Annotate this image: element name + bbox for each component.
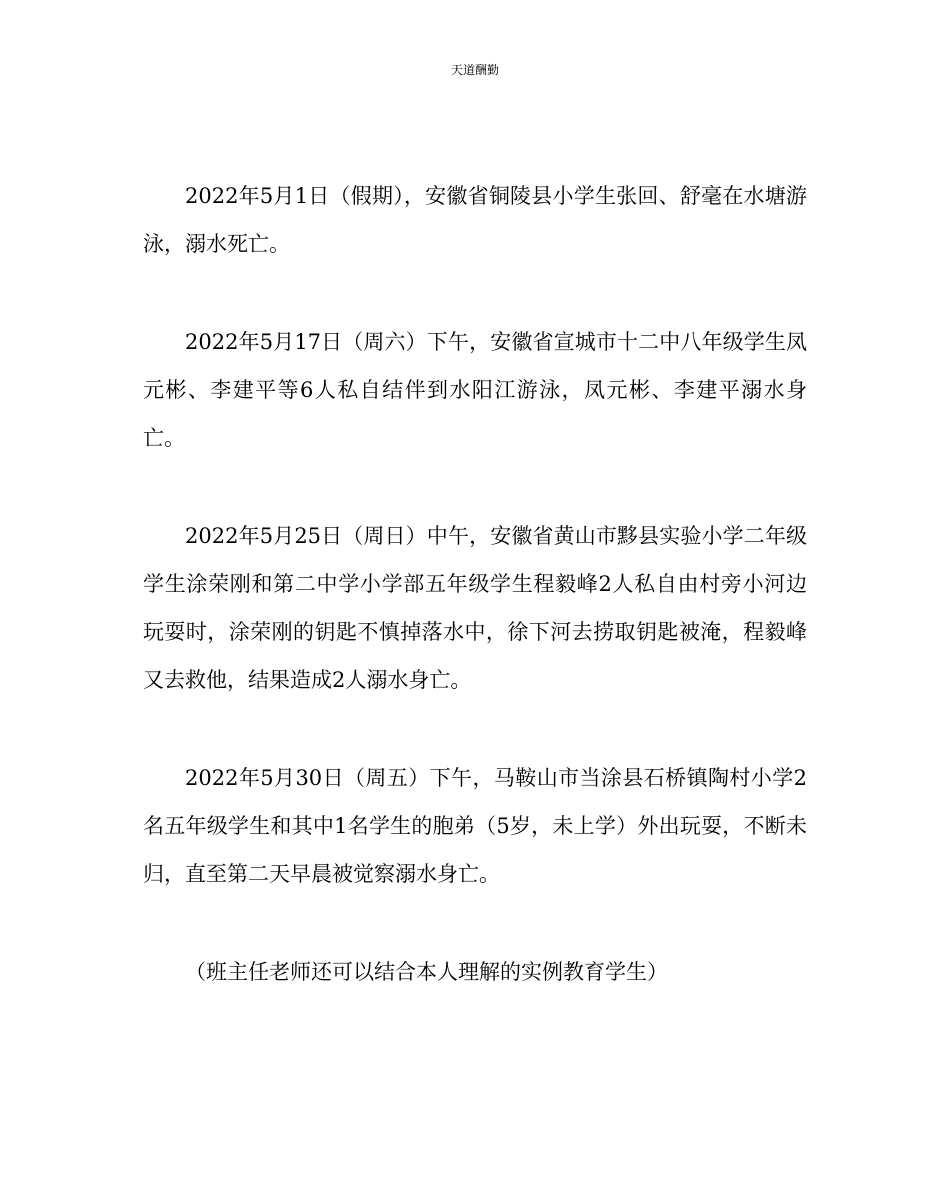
incident-paragraph-1: 2022年5月1日（假期），安徽省铜陵县小学生张回、舒毫在水塘游泳，溺水死亡。 — [143, 184, 807, 256]
page-header: 天道酬勤 — [450, 63, 499, 77]
incident-paragraph-4: 2022年5月30日（周五）下午，马鞍山市当涂县石桥镇陶村小学2名五年级学生和其中1名学生的胞弟（5岁，未上学）外出玩耍，不断未归，直至第二天早晨被觉察溺水身亡。 — [143, 766, 807, 886]
document-body — [143, 172, 807, 996]
incident-paragraph-2: 2022年5月17日（周六）下午，安徽省宣城市十二中八年级学生凤元彬、李建平等6人私自结伴到水阳江游泳，凤元彬、李建平溺水身亡。 — [143, 330, 807, 450]
teacher-note: （班主任老师还可以结合本人理解的实例教育学生） — [185, 960, 668, 984]
incident-paragraph-3: 2022年5月25日（周日）中午，安徽省黄山市黟县实验小学二年级学生涂荣刚和第二中学小学部五年级学生程毅峰2人私自由村旁小河边玩耍时，涂荣刚的钥匙不慎掉落水中，徐下河去捞取钥匙被淹，程毅峰又去救他，结果造成2人溺水身亡。 — [143, 524, 807, 692]
